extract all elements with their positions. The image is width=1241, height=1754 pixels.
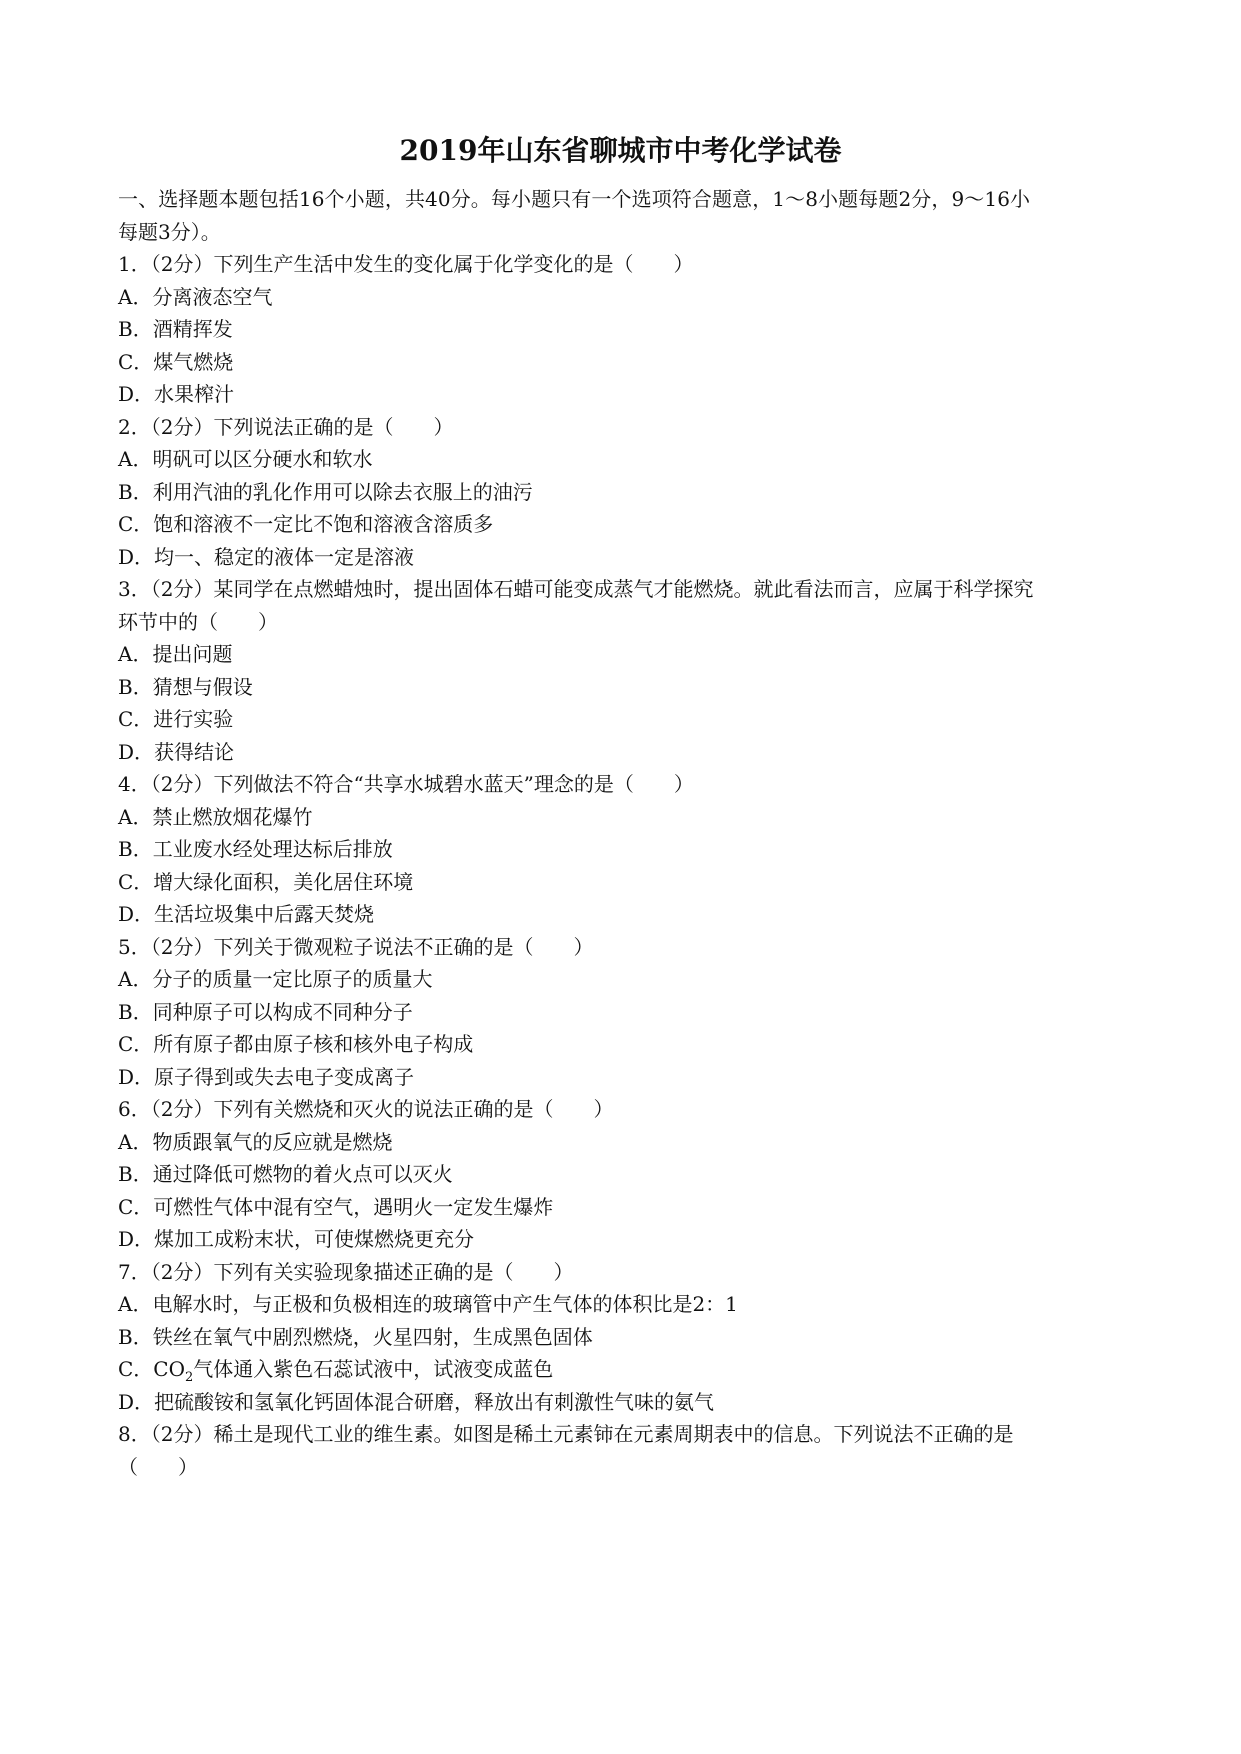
option-c-prefix: C．CO [118,1357,186,1381]
option-d: D．煤加工成粉末状，可使煤燃烧更充分 [118,1227,475,1251]
question-1 [118,248,1128,411]
option-c-suffix: 气体通入紫色石蕊试液中，试液变成蓝色 [193,1357,554,1381]
option-c: C．煤气燃烧 [118,349,234,374]
question-stem: 2．（2分）下列说法正确的是（ ） [118,414,454,439]
option-b: B．利用汽油的乳化作用可以除去衣服上的油污 [118,479,533,504]
question-3 [118,573,1128,768]
option-d: D．均一、稳定的液体一定是溶液 [118,544,415,569]
option-d: D．把硫酸铵和氢氧化钙固体混合研磨，释放出有刺激性气味的氨气 [118,1389,715,1414]
option-b: B．同种原子可以构成不同种分子 [118,999,413,1024]
question-8 [118,1418,1128,1483]
exam-content [118,183,1128,1483]
option-d: D．水果榨汁 [118,382,235,406]
option-a: A．提出问题 [118,642,233,666]
option-b: B．工业废水经处理达标后排放 [118,837,393,861]
option-a: A．物质跟氧气的反应就是燃烧 [118,1129,393,1154]
question-stem: 7．（2分）下列有关实验现象描述正确的是（ ） [118,1259,574,1284]
option-a: A．禁止燃放烟花爆竹 [118,804,313,829]
question-2 [118,411,1128,574]
option-d: D．获得结论 [118,739,235,764]
option-d: D．原子得到或失去电子变成离子 [118,1064,415,1089]
option-b: B．铁丝在氧气中剧烈燃烧，火星四射，生成黑色固体 [118,1324,593,1349]
question-7 [118,1256,1128,1419]
option-b: B．猜想与假设 [118,674,253,699]
question-6 [118,1093,1128,1256]
option-b: B．酒精挥发 [118,317,233,341]
option-c: C．进行实验 [118,707,234,731]
option-c: C．所有原子都由原子核和核外电子构成 [118,1032,474,1056]
section-instructions-line-2: 每题3分）。 [118,219,221,244]
question-4 [118,768,1128,931]
option-c-subscript: 2 [185,1370,194,1385]
question-stem: 4．（2分）下列做法不符合“共享水城碧水蓝天”理念的是（ ） [118,772,694,796]
question-stem-line-2: （ ） [118,1454,198,1479]
option-a: A．电解水时，与正极和负极相连的玻璃管中产生气体的体积比是2：1 [118,1292,738,1316]
option-c: C．饱和溶液不一定比不饱和溶液含溶质多 [118,512,494,536]
option-a: A．分子的质量一定比原子的质量大 [118,967,433,991]
question-stem: 1．（2分）下列生产生活中发生的变化属于化学变化的是（ ） [118,252,694,276]
section-instructions-line-1: 一、选择题本题包括16个小题，共40分。每小题只有一个选项符合题意，1～8小题每题2分，9～16小 [118,187,1031,211]
option-c: C．增大绿化面积，美化居住环境 [118,869,414,894]
question-stem-line-1: 3．（2分）某同学在点燃蜡烛时，提出固体石蜡可能变成蒸气才能燃烧。就此看法而言，应属于科学探究 [118,577,1034,601]
question-stem-line-2: 环节中的（ ） [118,609,278,634]
question-5 [118,931,1128,1094]
option-c: C．可燃性气体中混有空气，遇明火一定发生爆炸 [118,1194,554,1219]
option-c [118,1353,1128,1386]
option-a: A．分离液态空气 [118,284,273,309]
page-title: 2019年山东省聊城市中考化学试卷 [399,134,842,167]
option-a: A．明矾可以区分硬水和软水 [118,447,373,471]
question-stem-line-1: 8．（2分）稀土是现代工业的维生素。如图是稀土元素铈在元素周期表中的信息。下列说法不正确的是 [118,1422,1014,1446]
option-b: B．通过降低可燃物的着火点可以灭火 [118,1162,453,1186]
option-d: D．生活垃圾集中后露天焚烧 [118,902,375,926]
question-stem: 5．（2分）下列关于微观粒子说法不正确的是（ ） [118,934,594,959]
question-stem: 6．（2分）下列有关燃烧和灭火的说法正确的是（ ） [118,1097,614,1121]
